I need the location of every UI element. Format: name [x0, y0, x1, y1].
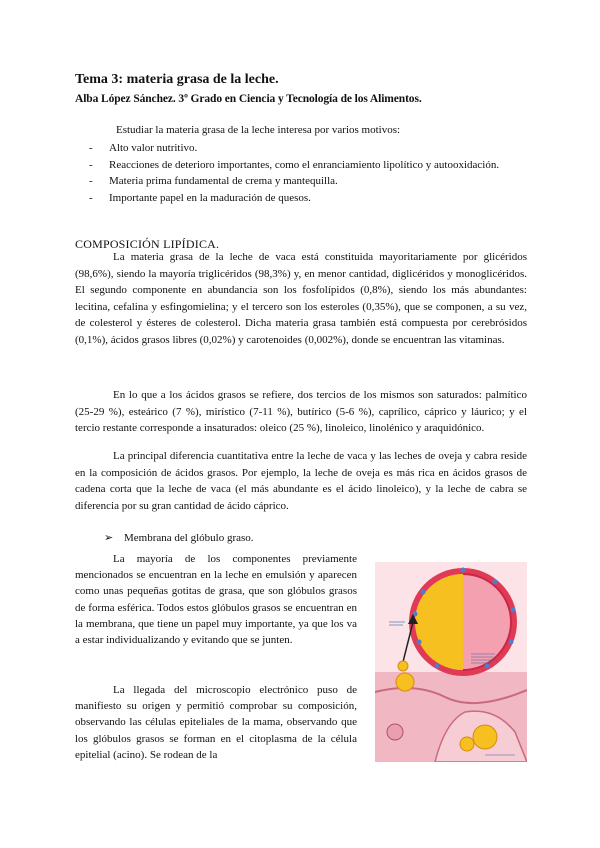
nucleus: [387, 724, 403, 740]
subsection-label: Membrana del glóbulo graso.: [124, 532, 254, 544]
document-subtitle: Alba López Sánchez. 3º Grado en Ciencia y Tecnología de los Alimentos.: [75, 93, 422, 105]
intro-text: Estudiar la materia grasa de la leche interesa por varios motivos:: [116, 124, 401, 136]
list-item: - Reacciones de deterioro importantes, como el enranciamiento lipolítico y autooxidación.: [89, 158, 500, 171]
subsection-item: [104, 531, 254, 544]
paragraph-lipid-composition: La materia grasa de la leche de vaca está constituida mayoritariamente por glicéridos (98,6%), siendo la mayoría triglicéridos (98,3%) y, en menor cantidad, diglicéridos y monoglicéridos. El segundo componente en abundancia son los fosfolípidos (0,8%), siendo los más abundantes: lecitina, cefalina y esfingomielina; y el tercero son los esteroles (0,35%), que se componen, a su vez, de colesterol y ésteres de colesterol. Dicha materia grasa también está compuesta por cerebrósidos (0,1%), ácidos grasos libres (0,02%) y carotenoides (0,002%), donde se encuentran las vitaminas.: [75, 251, 527, 346]
paragraph-microscope: La llegada del microscopio electrónico puso de manifiesto su origen y permitió comprobar su composición, observando las células epiteliales de la mama, observando que los glóbulos grasos se forman en el citoplasma de la célula epitelial (acino). Se rodean de la: [75, 684, 357, 761]
list-item: - Materia prima fundamental de crema y mantequilla.: [89, 175, 338, 187]
list-item: - Alto valor nutritivo.: [89, 142, 198, 154]
small-globule: [398, 661, 408, 671]
small-globule: [396, 673, 414, 691]
list-item: - Importante papel en la maduración de quesos.: [89, 191, 311, 204]
small-globule: [460, 737, 474, 751]
reasons-list: [75, 140, 527, 206]
small-globule: [473, 725, 497, 749]
document-title: Tema 3: materia grasa de la leche.: [75, 72, 279, 87]
paragraph-emulsion: La mayoría de los componentes previamente mencionados se encuentran en la leche en emulsión y aparecen como unas pequeñas gotitas de grasa, que son glóbulos grasos de forma esférica. Todos estos glóbulos grasos se encuentran en la membrana, que tiene un papel muy importante, ya que los va a estar individualizando y evitando que se junten.: [75, 553, 357, 647]
section-heading: COMPOSICIÓN LIPÍDICA.: [75, 237, 220, 251]
paragraph-fatty-acids: En lo que a los ácidos grasos se refiere, dos tercios de los mismos son saturados: palmítico (25-29 %), esteárico (7 %), mirístico (7-11 %), butírico (5-6 %), caprílico, cáprico y láurico; y el tercio restante corresponde a insaturados: oleico (25 %), linoleico, linolénico y araquidónico.: [75, 389, 527, 434]
paragraph-species-differences: La principal diferencia cuantitativa entre la leche de vaca y las leches de oveja y cabra reside en la composición de ácidos grasos. Por ejemplo, la leche de oveja es más rica en ácidos grasos de cadena corta que la leche de vaca (el más abundante es el ácido linoleico), y la leche de cabra se diferencia por su gran cantidad de ácido cáprico.: [75, 450, 527, 512]
fat-globule-illustration: [375, 562, 527, 762]
arrow-bullet-icon: ➢: [104, 532, 114, 544]
